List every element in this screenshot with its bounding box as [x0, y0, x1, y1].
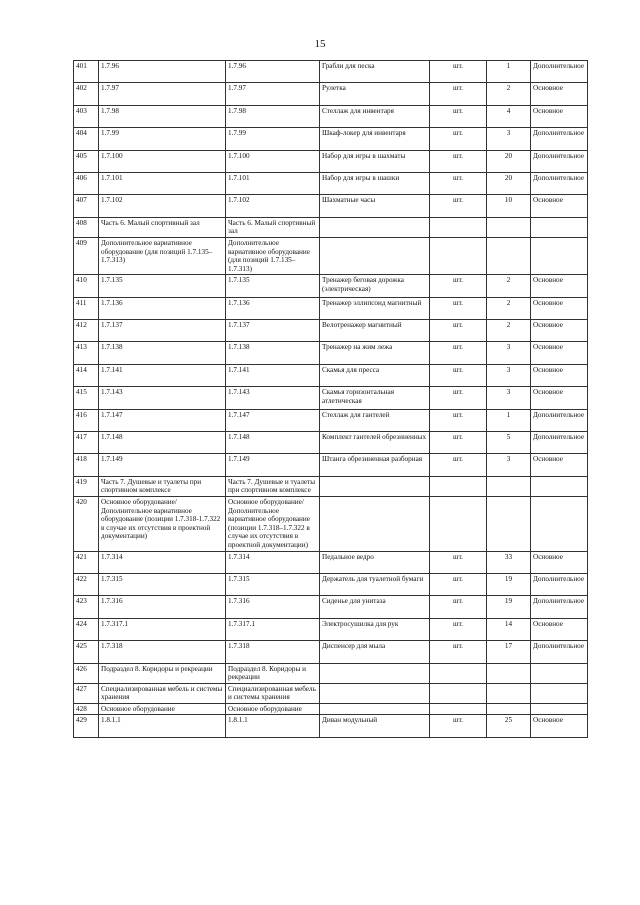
row-number-cell: 417 — [74, 432, 99, 454]
row-number-cell: 403 — [74, 105, 99, 127]
equipment-type-cell: Дополнительное — [531, 61, 588, 83]
code-column-1-cell: 1.7.138 — [99, 342, 226, 364]
code-column-1-cell: 1.7.143 — [99, 387, 226, 409]
unit-cell: шт. — [430, 641, 487, 663]
equipment-type-cell: Основное — [531, 551, 588, 573]
row-number-cell: 404 — [74, 128, 99, 150]
code-column-2-cell: Дополнительное вариативное оборудование (для позиций 1.7.135–1.7.313) — [226, 237, 320, 274]
quantity-cell: 17 — [487, 641, 531, 663]
unit-cell: шт. — [430, 715, 487, 737]
unit-cell: шт. — [430, 618, 487, 640]
code-column-1-cell: 1.7.99 — [99, 128, 226, 150]
quantity-cell: 20 — [487, 172, 531, 194]
page-number: 15 — [314, 38, 326, 50]
equipment-type-cell — [531, 663, 588, 683]
unit-cell — [430, 476, 487, 496]
item-name-cell: Набор для игры в шашки — [320, 172, 430, 194]
item-name-cell — [320, 703, 430, 715]
code-column-1-cell: Дополнительное вариативное оборудование (для позиций 1.7.135–1.7.313) — [99, 237, 226, 274]
item-name-cell: Велотренажер магнитный — [320, 320, 430, 342]
table-row — [74, 297, 588, 319]
equipment-type-cell — [531, 476, 588, 496]
equipment-type-cell: Основное — [531, 454, 588, 476]
code-column-1-cell: Основное оборудование — [99, 703, 226, 715]
code-column-1-cell: 1.7.318 — [99, 641, 226, 663]
equipment-type-cell: Дополнительное — [531, 128, 588, 150]
item-name-cell: Комплект гантелей обрезиненных — [320, 432, 430, 454]
unit-cell: шт. — [430, 320, 487, 342]
unit-cell: шт. — [430, 364, 487, 386]
quantity-cell: 3 — [487, 128, 531, 150]
code-column-1-cell: Основное оборудование/Дополнительное вариативное оборудование (позиции 1.7.318-1.7.322 в случае их отсутствия в проектной документации) — [99, 497, 226, 552]
code-column-2-cell: 1.7.148 — [226, 432, 320, 454]
table-row — [74, 476, 588, 496]
item-name-cell — [320, 217, 430, 237]
table-row — [74, 275, 588, 297]
equipment-type-cell: Основное — [531, 275, 588, 297]
table-row — [74, 61, 588, 83]
table-row — [74, 497, 588, 552]
code-column-1-cell: 1.7.100 — [99, 150, 226, 172]
code-column-2-cell: 1.7.136 — [226, 297, 320, 319]
table-row — [74, 320, 588, 342]
table-row — [74, 551, 588, 573]
equipment-type-cell: Основное — [531, 618, 588, 640]
code-column-2-cell: 1.7.316 — [226, 596, 320, 618]
equipment-type-cell: Основное — [531, 342, 588, 364]
table-row — [74, 715, 588, 737]
table-row — [74, 683, 588, 703]
code-column-1-cell: Специализированная мебель и системы хранения — [99, 683, 226, 703]
quantity-cell — [487, 476, 531, 496]
item-name-cell: Скамья горизонтальная атлетическая — [320, 387, 430, 409]
code-column-2-cell: Основное оборудование/Дополнительное вариативное оборудование (позиции 1.7.318–1.7.322 в случае их отсутствия в проектной документации) — [226, 497, 320, 552]
code-column-2-cell: 1.7.102 — [226, 195, 320, 217]
code-column-1-cell: 1.7.314 — [99, 551, 226, 573]
row-number-cell: 429 — [74, 715, 99, 737]
code-column-2-cell: 1.8.1.1 — [226, 715, 320, 737]
quantity-cell: 4 — [487, 105, 531, 127]
quantity-cell: 2 — [487, 320, 531, 342]
quantity-cell: 10 — [487, 195, 531, 217]
quantity-cell: 1 — [487, 61, 531, 83]
equipment-type-cell — [531, 497, 588, 552]
unit-cell: шт. — [430, 551, 487, 573]
item-name-cell: Электросушилка для рук — [320, 618, 430, 640]
item-name-cell: Тренажер эллипсоид магнитный — [320, 297, 430, 319]
code-column-2-cell: 1.7.138 — [226, 342, 320, 364]
quantity-cell: 3 — [487, 387, 531, 409]
table-row — [74, 596, 588, 618]
table-row — [74, 105, 588, 127]
code-column-1-cell: Подраздел 8. Коридоры и рекреации — [99, 663, 226, 683]
code-column-2-cell: 1.7.317.1 — [226, 618, 320, 640]
unit-cell: шт. — [430, 297, 487, 319]
row-number-cell: 411 — [74, 297, 99, 319]
code-column-1-cell: 1.7.317.1 — [99, 618, 226, 640]
code-column-1-cell: 1.7.97 — [99, 83, 226, 105]
table-row — [74, 618, 588, 640]
code-column-2-cell: 1.7.100 — [226, 150, 320, 172]
item-name-cell: Шкаф-локер для инвентаря — [320, 128, 430, 150]
table-row — [74, 217, 588, 237]
table-row — [74, 364, 588, 386]
code-column-1-cell: 1.7.149 — [99, 454, 226, 476]
unit-cell — [430, 683, 487, 703]
equipment-type-cell — [531, 237, 588, 274]
unit-cell — [430, 217, 487, 237]
row-number-cell: 424 — [74, 618, 99, 640]
row-number-cell: 410 — [74, 275, 99, 297]
unit-cell — [430, 703, 487, 715]
row-number-cell: 419 — [74, 476, 99, 496]
code-column-1-cell: 1.7.137 — [99, 320, 226, 342]
item-name-cell: Рулетка — [320, 83, 430, 105]
code-column-2-cell: 1.7.315 — [226, 573, 320, 595]
code-column-2-cell: 1.7.135 — [226, 275, 320, 297]
row-number-cell: 420 — [74, 497, 99, 552]
code-column-2-cell: 1.7.99 — [226, 128, 320, 150]
unit-cell: шт. — [430, 387, 487, 409]
code-column-1-cell: 1.7.102 — [99, 195, 226, 217]
row-number-cell: 428 — [74, 703, 99, 715]
code-column-1-cell: 1.7.141 — [99, 364, 226, 386]
quantity-cell: 3 — [487, 364, 531, 386]
row-number-cell: 409 — [74, 237, 99, 274]
item-name-cell — [320, 683, 430, 703]
equipment-type-cell: Основное — [531, 320, 588, 342]
unit-cell — [430, 497, 487, 552]
table-row — [74, 432, 588, 454]
code-column-1-cell: 1.7.136 — [99, 297, 226, 319]
equipment-type-cell: Дополнительное — [531, 150, 588, 172]
table-row — [74, 172, 588, 194]
unit-cell: шт. — [430, 596, 487, 618]
quantity-cell: 2 — [487, 275, 531, 297]
quantity-cell: 2 — [487, 297, 531, 319]
unit-cell: шт. — [430, 432, 487, 454]
unit-cell: шт. — [430, 195, 487, 217]
item-name-cell — [320, 663, 430, 683]
equipment-type-cell: Основное — [531, 364, 588, 386]
row-number-cell: 423 — [74, 596, 99, 618]
row-number-cell: 407 — [74, 195, 99, 217]
unit-cell: шт. — [430, 342, 487, 364]
row-number-cell: 427 — [74, 683, 99, 703]
quantity-cell — [487, 663, 531, 683]
unit-cell: шт. — [430, 172, 487, 194]
code-column-2-cell: 1.7.143 — [226, 387, 320, 409]
code-column-2-cell: 1.7.101 — [226, 172, 320, 194]
quantity-cell: 5 — [487, 432, 531, 454]
item-name-cell: Стеллаж для инвентаря — [320, 105, 430, 127]
item-name-cell — [320, 476, 430, 496]
unit-cell: шт. — [430, 409, 487, 431]
item-name-cell — [320, 497, 430, 552]
table-row — [74, 150, 588, 172]
row-number-cell: 405 — [74, 150, 99, 172]
table-row — [74, 573, 588, 595]
quantity-cell: 1 — [487, 409, 531, 431]
equipment-type-cell: Дополнительное — [531, 573, 588, 595]
equipment-type-cell: Дополнительное — [531, 409, 588, 431]
item-name-cell: Грабли для песка — [320, 61, 430, 83]
code-column-1-cell: 1.7.148 — [99, 432, 226, 454]
item-name-cell: Сиденье для унитаза — [320, 596, 430, 618]
quantity-cell — [487, 217, 531, 237]
item-name-cell: Набор для игры в шахматы — [320, 150, 430, 172]
quantity-cell — [487, 237, 531, 274]
row-number-cell: 415 — [74, 387, 99, 409]
code-column-1-cell: 1.7.315 — [99, 573, 226, 595]
unit-cell: шт. — [430, 83, 487, 105]
item-name-cell: Штанга обрезиненная разборная — [320, 454, 430, 476]
item-name-cell: Диспенсер для мыла — [320, 641, 430, 663]
unit-cell: шт. — [430, 275, 487, 297]
item-name-cell: Стеллаж для гантелей — [320, 409, 430, 431]
table-row — [74, 195, 588, 217]
code-column-2-cell: 1.7.97 — [226, 83, 320, 105]
equipment-table — [73, 60, 588, 738]
item-name-cell — [320, 237, 430, 274]
quantity-cell: 3 — [487, 342, 531, 364]
row-number-cell: 408 — [74, 217, 99, 237]
item-name-cell: Тренажер беговая дорожка (электрическая) — [320, 275, 430, 297]
quantity-cell: 19 — [487, 596, 531, 618]
quantity-cell: 25 — [487, 715, 531, 737]
code-column-1-cell: 1.7.316 — [99, 596, 226, 618]
code-column-2-cell: Подраздел 8. Коридоры и рекреации — [226, 663, 320, 683]
code-column-2-cell: 1.7.318 — [226, 641, 320, 663]
quantity-cell: 2 — [487, 83, 531, 105]
equipment-type-cell: Дополнительное — [531, 596, 588, 618]
unit-cell: шт. — [430, 150, 487, 172]
row-number-cell: 402 — [74, 83, 99, 105]
unit-cell — [430, 237, 487, 274]
code-column-1-cell: 1.7.147 — [99, 409, 226, 431]
code-column-2-cell: 1.7.96 — [226, 61, 320, 83]
quantity-cell: 20 — [487, 150, 531, 172]
code-column-1-cell: 1.7.98 — [99, 105, 226, 127]
item-name-cell: Шахматные часы — [320, 195, 430, 217]
code-column-2-cell: 1.7.98 — [226, 105, 320, 127]
quantity-cell — [487, 683, 531, 703]
table-row — [74, 342, 588, 364]
row-number-cell: 406 — [74, 172, 99, 194]
table-row — [74, 387, 588, 409]
equipment-type-cell: Основное — [531, 715, 588, 737]
table-row — [74, 409, 588, 431]
table-row — [74, 703, 588, 715]
equipment-type-cell — [531, 703, 588, 715]
quantity-cell — [487, 497, 531, 552]
equipment-type-cell: Дополнительное — [531, 172, 588, 194]
unit-cell: шт. — [430, 454, 487, 476]
unit-cell: шт. — [430, 61, 487, 83]
equipment-type-cell — [531, 683, 588, 703]
row-number-cell: 422 — [74, 573, 99, 595]
code-column-2-cell: 1.7.314 — [226, 551, 320, 573]
quantity-cell — [487, 703, 531, 715]
code-column-2-cell: 1.7.147 — [226, 409, 320, 431]
code-column-2-cell: Основное оборудование — [226, 703, 320, 715]
code-column-1-cell: 1.7.101 — [99, 172, 226, 194]
quantity-cell: 14 — [487, 618, 531, 640]
equipment-type-cell: Дополнительное — [531, 641, 588, 663]
table-row — [74, 641, 588, 663]
row-number-cell: 416 — [74, 409, 99, 431]
equipment-type-cell: Основное — [531, 387, 588, 409]
table-row — [74, 663, 588, 683]
item-name-cell: Скамья для пресса — [320, 364, 430, 386]
equipment-type-cell: Основное — [531, 105, 588, 127]
table-row — [74, 128, 588, 150]
equipment-type-cell: Основное — [531, 297, 588, 319]
item-name-cell: Диван модульный — [320, 715, 430, 737]
code-column-2-cell: Специализированная мебель и системы хранения — [226, 683, 320, 703]
row-number-cell: 414 — [74, 364, 99, 386]
row-number-cell: 425 — [74, 641, 99, 663]
row-number-cell: 412 — [74, 320, 99, 342]
code-column-2-cell: Часть 6. Малый спортивный зал — [226, 217, 320, 237]
unit-cell: шт. — [430, 573, 487, 595]
code-column-2-cell: 1.7.141 — [226, 364, 320, 386]
unit-cell: шт. — [430, 105, 487, 127]
code-column-1-cell: Часть 7. Душевые и туалеты при спортивном комплексе — [99, 476, 226, 496]
row-number-cell: 413 — [74, 342, 99, 364]
unit-cell — [430, 663, 487, 683]
code-column-2-cell: Часть 7. Душевые и туалеты при спортивном комплексе — [226, 476, 320, 496]
equipment-type-cell: Основное — [531, 83, 588, 105]
row-number-cell: 401 — [74, 61, 99, 83]
code-column-2-cell: 1.7.149 — [226, 454, 320, 476]
table-row — [74, 83, 588, 105]
code-column-1-cell: Часть 6. Малый спортивный зал — [99, 217, 226, 237]
item-name-cell: Тренажер на жим лежа — [320, 342, 430, 364]
row-number-cell: 418 — [74, 454, 99, 476]
table-row — [74, 237, 588, 274]
equipment-type-cell — [531, 217, 588, 237]
item-name-cell: Держатель для туалетной бумаги — [320, 573, 430, 595]
code-column-1-cell: 1.7.96 — [99, 61, 226, 83]
equipment-type-cell: Основное — [531, 195, 588, 217]
code-column-1-cell: 1.8.1.1 — [99, 715, 226, 737]
equipment-type-cell: Дополнительное — [531, 432, 588, 454]
row-number-cell: 421 — [74, 551, 99, 573]
item-name-cell: Педальное ведро — [320, 551, 430, 573]
quantity-cell: 19 — [487, 573, 531, 595]
row-number-cell: 426 — [74, 663, 99, 683]
code-column-2-cell: 1.7.137 — [226, 320, 320, 342]
unit-cell: шт. — [430, 128, 487, 150]
quantity-cell: 3 — [487, 454, 531, 476]
quantity-cell: 33 — [487, 551, 531, 573]
code-column-1-cell: 1.7.135 — [99, 275, 226, 297]
table-row — [74, 454, 588, 476]
